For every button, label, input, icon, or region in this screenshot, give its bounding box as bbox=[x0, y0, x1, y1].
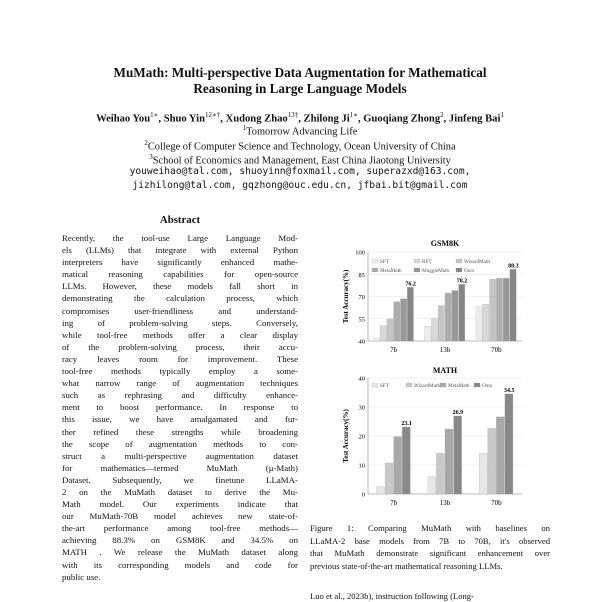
bar-mugglemath-70b bbox=[503, 278, 509, 341]
bar-ours-7b bbox=[407, 287, 413, 341]
bar-sft-7b bbox=[373, 339, 379, 341]
legend-entry: MetaMath bbox=[448, 383, 470, 389]
bar-metamath-70b bbox=[496, 417, 504, 494]
emails-line-2: jizhilong@tal.com, gqzhong@ouc.edu.cn, jfbai.bit@gmail.com bbox=[132, 180, 468, 191]
legend-entry: MuggleMath bbox=[422, 268, 450, 274]
caption-line: Figure 1: Comparing MuMath with baselines on bbox=[310, 523, 550, 533]
y-tick-label: 55 bbox=[358, 316, 365, 324]
bar-rft-70b bbox=[483, 304, 489, 341]
bar-wizardmath-70b bbox=[488, 428, 496, 494]
legend-entry: RFT bbox=[422, 259, 432, 265]
bar-wizardmath-13b bbox=[436, 453, 444, 494]
legend-entry: WizardMath bbox=[464, 259, 491, 265]
author-affiliation-mark: 12∗† bbox=[205, 111, 221, 119]
bar-mugglemath-7b bbox=[400, 299, 406, 341]
bar-ours-7b bbox=[402, 427, 410, 494]
abstract-line: public use. bbox=[62, 571, 101, 582]
paper-title-line-1: MuMath: Multi-perspective Data Augmentation for Mathematical bbox=[113, 65, 487, 80]
legend-swatch bbox=[372, 259, 378, 263]
bar-metamath-70b bbox=[496, 278, 502, 341]
affiliation-3: $^3$School of Economics and Management, East China Jiaotong University bbox=[149, 153, 451, 167]
bar-wizardmath-7b bbox=[385, 463, 393, 494]
affiliation-2: $^2$College of Computer Science and Technology, Ocean University of China bbox=[144, 139, 456, 153]
x-tick-label: 7b bbox=[390, 346, 398, 354]
chart-title: MATH bbox=[432, 366, 458, 375]
bar-sft-13b bbox=[425, 326, 431, 341]
bar-rft-13b bbox=[431, 318, 437, 341]
y-axis-label: Test Accuracy(%) bbox=[342, 409, 350, 463]
author-name: Xudong Zhao bbox=[225, 113, 288, 125]
abstract-line: Math model. Our experiments indicate that bbox=[62, 499, 298, 510]
legend-entry: SFT bbox=[380, 383, 389, 389]
bar-ours-13b bbox=[459, 284, 465, 341]
y-axis-label: Test Accuracy(%) bbox=[342, 269, 350, 324]
author-affiliation-mark: 13† bbox=[287, 111, 299, 119]
bar-sft-7b bbox=[376, 487, 384, 494]
bar-sft-70b bbox=[476, 307, 482, 341]
y-tick-label: 20 bbox=[358, 433, 365, 441]
paper-title-line-2: Reasoning in Large Language Models bbox=[193, 81, 407, 96]
gsm8k-chart bbox=[308, 238, 548, 368]
abstract-line: ment to boost performance. In response to bbox=[62, 402, 298, 413]
legend-swatch bbox=[456, 259, 462, 263]
abstract-line: 2 on the MuMath dataset to derive the Mu- bbox=[62, 486, 298, 497]
x-tick-label: 7b bbox=[390, 499, 398, 507]
bar-ours-70b bbox=[510, 269, 516, 341]
legend-entry: Ours bbox=[482, 383, 493, 389]
legend-swatch bbox=[440, 383, 446, 387]
bar-metamath-13b bbox=[445, 429, 453, 494]
abstract-line: with its corresponding models and code for bbox=[62, 559, 298, 570]
abstract-line: this issue, we have amalgamated and fur- bbox=[62, 414, 298, 425]
abstract-line: Recently, the tool-use Large Language Mod- bbox=[62, 233, 298, 243]
y-tick-label: 30 bbox=[358, 404, 365, 412]
figure-caption bbox=[310, 522, 550, 572]
y-tick-label: 0 bbox=[361, 491, 365, 499]
author-name: Weihao You bbox=[96, 113, 151, 125]
legend-entry: Ours bbox=[464, 268, 475, 274]
chart-title: GSM8K bbox=[430, 239, 460, 248]
legend-swatch bbox=[406, 383, 412, 387]
bar-ours-70b bbox=[505, 394, 513, 494]
y-tick-label: 40 bbox=[358, 338, 365, 346]
abstract-body bbox=[62, 232, 298, 583]
bar-wizardmath-7b bbox=[387, 319, 393, 341]
caption-line: that MuMath demonstrate significant enhancement over bbox=[310, 548, 550, 558]
data-label: 78.2 bbox=[456, 278, 468, 285]
y-tick-label: 70 bbox=[358, 294, 365, 301]
bar-sft-13b bbox=[428, 477, 436, 494]
bar-rft-7b bbox=[380, 326, 386, 341]
abstract-line: els (LLMs) that integrate with external Python bbox=[62, 245, 298, 256]
abstract-line: ther refined these strengths while broadening bbox=[62, 426, 298, 437]
abstract-line: while tool-free methods offer a clear display bbox=[62, 329, 298, 340]
bar-metamath-7b bbox=[394, 437, 402, 494]
y-tick-label: 85 bbox=[358, 271, 365, 279]
legend-swatch bbox=[414, 268, 420, 272]
author-affiliation-mark: 1 bbox=[500, 111, 504, 119]
legend-entry: SFT bbox=[380, 259, 389, 265]
legend-swatch bbox=[372, 268, 378, 272]
x-tick-label: 13b bbox=[439, 346, 451, 354]
bar-mugglemath-13b bbox=[452, 291, 458, 341]
abstract-line: for mathematics—termed MuMath (μ-Math) bbox=[62, 462, 298, 473]
abstract-heading: Abstract bbox=[159, 214, 201, 226]
emails-line-1: youweihao@tal.com, shuoyinn@foxmail.com, superazxd@163.com, bbox=[129, 166, 471, 177]
caption-line: LLaMA-2 base models from 7B to 70B, it's observed bbox=[310, 535, 550, 546]
affiliation-1: $^1$Tomorrow Advancing Life bbox=[242, 124, 358, 138]
legend-swatch bbox=[456, 268, 462, 272]
author-affiliation-mark: 1∗ bbox=[349, 111, 358, 119]
abstract-line: such as rephrasing and difficulty enhance- bbox=[62, 390, 298, 401]
abstract-line: ing of problem-solving steps. Conversely, bbox=[62, 317, 298, 328]
body-text-fragment: Luo et al., 2023b), instruction following (Long- bbox=[310, 591, 474, 601]
legend-entry: WizardMath bbox=[414, 383, 441, 389]
author-name: Jinfeng Bai bbox=[448, 113, 501, 125]
abstract-line: the-art performance among tool-free methods— bbox=[62, 523, 298, 534]
bar-metamath-13b bbox=[445, 293, 451, 341]
abstract-line: struct a multi-perspective augmentation dataset bbox=[62, 450, 298, 461]
bar-ours-13b bbox=[454, 416, 462, 494]
data-label: 76.2 bbox=[405, 281, 416, 288]
bar-sft-70b bbox=[479, 453, 487, 494]
data-label: 34.5 bbox=[503, 387, 515, 394]
author-name: Shuo Yin bbox=[163, 113, 206, 125]
legend-swatch bbox=[372, 383, 378, 387]
caption-line: previous state-of-the-art mathematical reasoning LLMs. bbox=[310, 560, 503, 571]
author-affiliation-mark: 1∗ bbox=[150, 111, 159, 119]
abstract-line: tool-free methods typically employ a some- bbox=[62, 366, 298, 377]
y-tick-label: 10 bbox=[358, 462, 365, 470]
author-name: Zhilong Ji bbox=[303, 113, 350, 125]
abstract-line: Dataset. Subsequently, we finetune LLaMA- bbox=[62, 474, 298, 485]
bar-wizardmath-13b bbox=[438, 306, 444, 341]
abstract-line: of the problem-solving process, their accu- bbox=[62, 341, 298, 352]
legend-entry: MetaMath bbox=[380, 268, 402, 274]
author-list: Weihao You$^{1∗}$, Shuo Yin$^{12∗\dagger}$, Xudong Zhao$^{13\dagger}$, Zhilong $Ji^{1∗}$, Guoqiang Zhong$^2$, Jinfeng Bai$^1$ bbox=[96, 111, 504, 125]
y-tick-label: 100 bbox=[355, 249, 365, 257]
abstract-line: matical reasoning capabilities for open-source bbox=[62, 269, 298, 280]
x-tick-label: 13b bbox=[439, 499, 451, 507]
abstract-line: our MuMath-70B model achieves new state-of- bbox=[62, 511, 298, 522]
abstract-line: compromises user-friendliness and understand- bbox=[62, 305, 298, 316]
data-label: 26.9 bbox=[452, 409, 464, 416]
bar-metamath-7b bbox=[394, 302, 400, 341]
author-affiliation-mark: 2 bbox=[440, 111, 444, 119]
data-label: 23.1 bbox=[401, 421, 412, 428]
abstract-line: interpreters have significantly enhanced mathe- bbox=[62, 257, 298, 268]
bar-wizardmath-70b bbox=[490, 279, 496, 341]
y-tick-label: 40 bbox=[358, 375, 365, 383]
abstract-line: MATH . We release the MuMath dataset along bbox=[62, 547, 298, 558]
abstract-line: what narrow range of augmentation techniques bbox=[62, 378, 298, 389]
data-label: 88.3 bbox=[508, 263, 519, 270]
abstract-line: demonstrating the calculation process, which bbox=[62, 293, 298, 304]
author-name: Guoqiang Zhong bbox=[363, 113, 441, 125]
legend-swatch bbox=[414, 259, 420, 263]
x-tick-label: 70b bbox=[491, 346, 502, 354]
x-tick-label: 70b bbox=[491, 499, 502, 507]
abstract-line: the scope of augmentation methods to con- bbox=[62, 438, 298, 449]
legend-swatch bbox=[474, 383, 480, 387]
abstract-line: achieving 88.3% on GSM8K and 34.5% on bbox=[62, 535, 298, 546]
math-chart bbox=[308, 365, 548, 520]
abstract-line: LLMs. However, these models fall short in bbox=[62, 281, 298, 292]
abstract-line: racy leaves room for improvement. These bbox=[62, 353, 298, 364]
